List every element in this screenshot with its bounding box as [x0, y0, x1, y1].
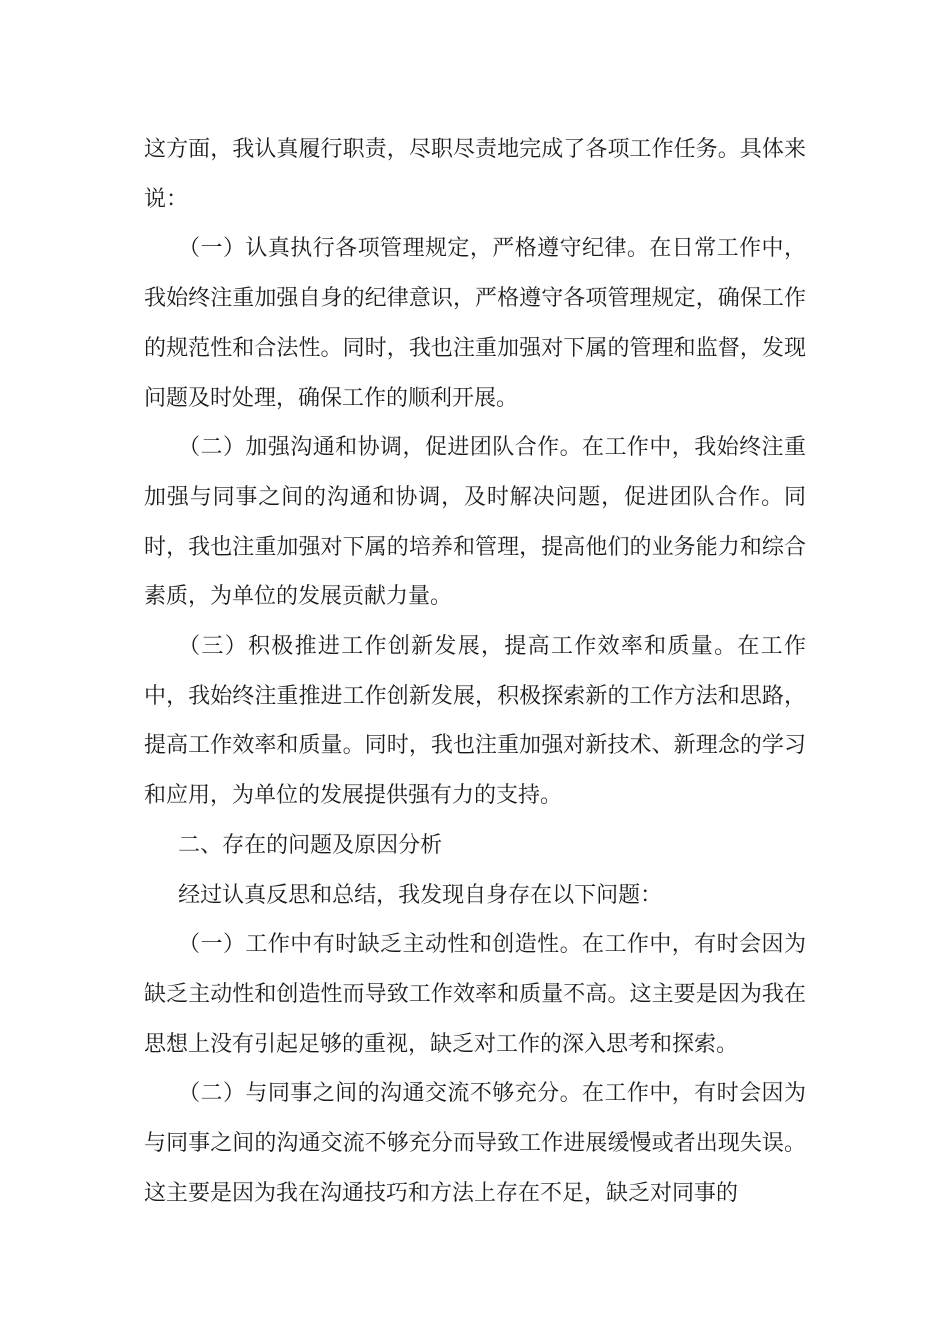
paragraph-intro-problems: 经过认真反思和总结，我发现自身存在以下问题： — [178, 882, 663, 908]
section-heading-problems: 二、存在的问题及原因分析 — [178, 832, 443, 858]
paragraph-item-3: （三）积极推进工作创新发展，提高工作效率和质量。在工作中，我始终注重推进工作创新发展，积极探索新的工作方法和思路，提高工作效率和质量。同时，我也注重加强对新技术、新理念的学习和应用，为单位的发展提供强有力的支持。 — [144, 634, 806, 809]
paragraph-problem-2: （二）与同事之间的沟通交流不够充分。在工作中，有时会因为与同事之间的沟通交流不够充分而导致工作进展缓慢或者出现失误。这主要是因为我在沟通技巧和方法上存在不足，缺乏对同事的 — [144, 1081, 806, 1206]
paragraph-problem-1: （一）工作中有时缺乏主动性和创造性。在工作中，有时会因为缺乏主动性和创造性而导致工作效率和质量不高。这主要是因为我在思想上没有引起足够的重视，缺乏对工作的深入思考和探索。 — [144, 932, 806, 1057]
paragraph-continuation: 这方面，我认真履行职责，尽职尽责地完成了各项工作任务。具体来说： — [144, 137, 806, 212]
paragraph-item-1: （一）认真执行各项管理规定，严格遵守纪律。在日常工作中，我始终注重加强自身的纪律意识，严格遵守各项管理规定，确保工作的规范性和合法性。同时，我也注重加强对下属的管理和监督，发现问题及时处理，确保工作的顺利开展。 — [144, 236, 806, 411]
document-body — [144, 125, 806, 1218]
paragraph-item-2: （二）加强沟通和协调，促进团队合作。在工作中，我始终注重加强与同事之间的沟通和协调，及时解决问题，促进团队合作。同时，我也注重加强对下属的培养和管理，提高他们的业务能力和综合素质，为单位的发展贡献力量。 — [144, 435, 806, 610]
